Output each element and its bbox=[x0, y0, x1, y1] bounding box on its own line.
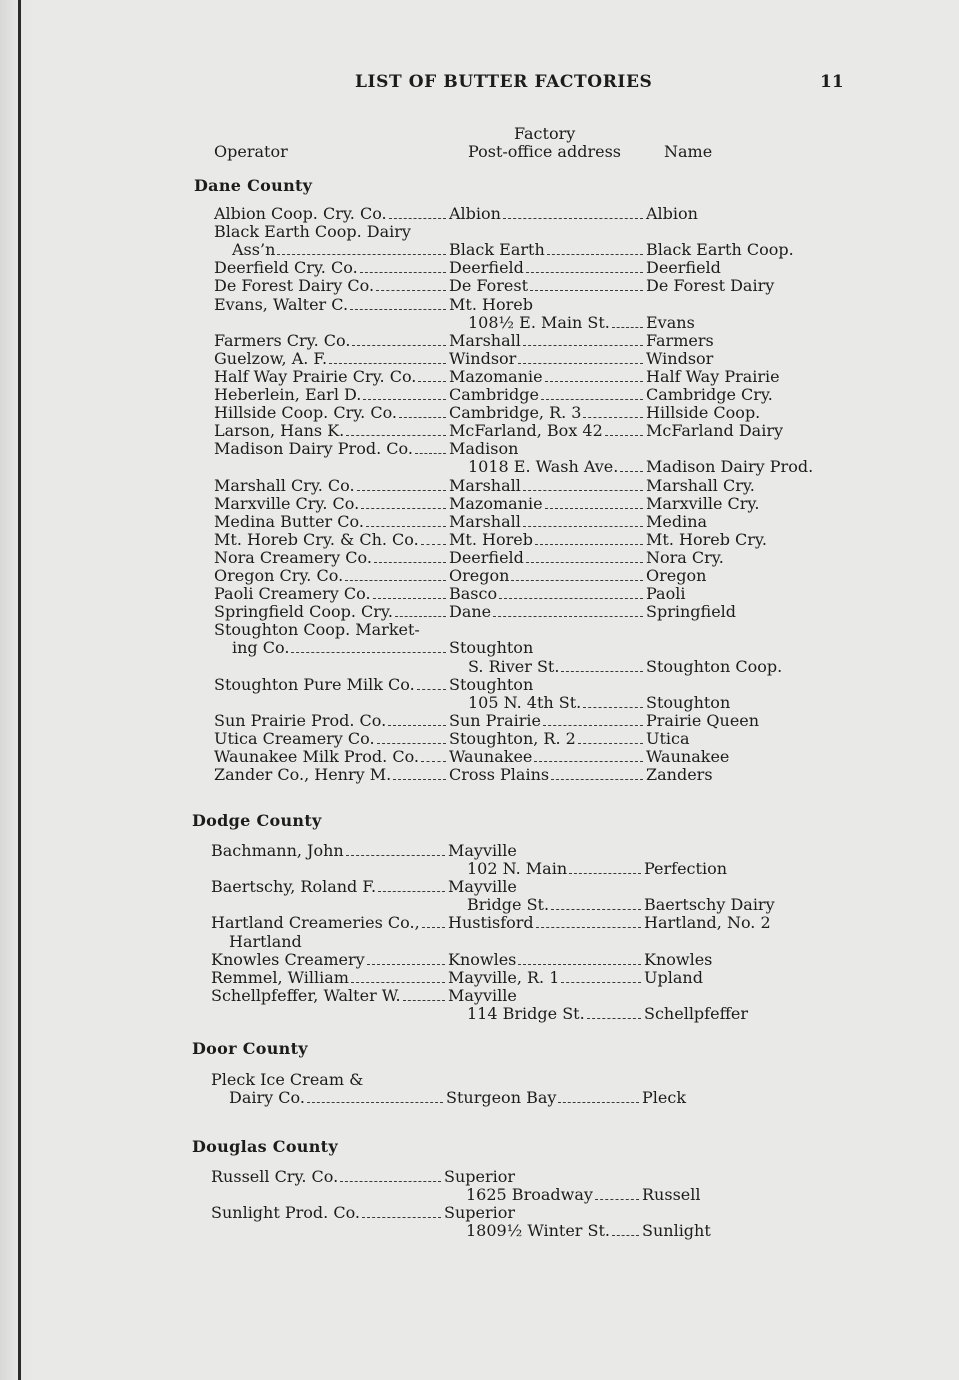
post-office-cell: Mayville bbox=[448, 841, 517, 860]
table-row bbox=[0, 730, 959, 748]
factory-name-cell: Pleck bbox=[642, 1088, 687, 1108]
table-row bbox=[0, 1071, 959, 1089]
factory-name-cell: Mt. Horeb Cry. bbox=[646, 529, 767, 549]
dot-leader bbox=[393, 766, 446, 780]
dot-leader bbox=[499, 585, 643, 599]
dot-leader bbox=[307, 1089, 443, 1103]
dot-leader bbox=[583, 404, 643, 418]
factory-name-cell: Marshall Cry. bbox=[646, 475, 755, 495]
table-row bbox=[0, 1089, 959, 1107]
operator-cell: Guelzow, A. F. bbox=[214, 348, 328, 368]
post-office-cell: Deerfield bbox=[449, 547, 524, 567]
dot-leader bbox=[352, 332, 446, 346]
table-row bbox=[0, 842, 959, 860]
factory-name-cell: De Forest Dairy bbox=[646, 276, 775, 296]
post-office-cell: Mayville bbox=[448, 877, 517, 897]
operator-cell: Nora Creamery Co. bbox=[214, 547, 372, 567]
table-row bbox=[0, 495, 959, 513]
factory-name-cell: Hillside Coop. bbox=[646, 403, 761, 423]
table-row bbox=[0, 860, 959, 878]
dot-leader bbox=[361, 495, 446, 509]
dot-leader bbox=[541, 386, 643, 400]
operator-cell: Knowles Creamery bbox=[211, 949, 365, 969]
operator-cell: Hartland Creameries Co., bbox=[211, 913, 420, 933]
post-office-cell: Stoughton bbox=[449, 638, 534, 658]
table-row bbox=[0, 386, 959, 404]
table-row bbox=[0, 712, 959, 730]
factory-name-cell: Upland bbox=[644, 967, 703, 987]
factory-name-cell: Russell bbox=[642, 1185, 701, 1205]
dot-leader bbox=[421, 531, 446, 545]
dot-leader bbox=[605, 422, 643, 436]
post-office-cell: Marshall bbox=[449, 330, 521, 350]
column-header-factory: Factory bbox=[514, 124, 576, 143]
dot-leader bbox=[523, 477, 643, 491]
dot-leader bbox=[547, 241, 643, 255]
post-office-cell: 1809½ Winter St. bbox=[466, 1221, 611, 1241]
post-office-cell: Sun Prairie bbox=[449, 710, 541, 730]
post-office-cell: Cambridge bbox=[449, 385, 539, 404]
dot-leader bbox=[558, 1089, 639, 1103]
table-row bbox=[0, 368, 959, 386]
factory-name-cell: Schellpfeffer bbox=[644, 1003, 749, 1023]
post-office-cell: Windsor bbox=[449, 348, 517, 368]
dot-leader bbox=[346, 422, 446, 436]
dot-leader bbox=[415, 440, 446, 454]
operator-cell: De Forest Dairy Co. bbox=[214, 276, 375, 296]
factory-name-cell: Farmers bbox=[646, 330, 714, 350]
dot-leader bbox=[374, 549, 446, 563]
county-heading: Douglas County bbox=[192, 1137, 338, 1156]
table-row bbox=[0, 277, 959, 295]
post-office-cell: Marshall bbox=[449, 475, 521, 495]
column-header-name: Name bbox=[664, 142, 713, 161]
dot-leader bbox=[545, 495, 643, 509]
dot-leader bbox=[395, 603, 446, 617]
operator-cell: Springfield Coop. Cry. bbox=[214, 602, 393, 622]
dot-leader bbox=[526, 259, 643, 273]
factory-name-cell: Cambridge Cry. bbox=[646, 385, 773, 404]
dot-leader bbox=[535, 531, 643, 545]
dot-leader bbox=[561, 658, 643, 672]
post-office-cell: Cross Plains bbox=[449, 765, 550, 785]
operator-cell: Dairy Co. bbox=[229, 1088, 305, 1108]
factory-name-cell: Half Way Prairie bbox=[646, 366, 780, 386]
post-office-cell: Knowles bbox=[448, 949, 517, 969]
operator-cell: Russell Cry. Co. bbox=[211, 1167, 339, 1186]
dot-leader bbox=[357, 477, 446, 491]
post-office-cell: Mt. Horeb bbox=[449, 294, 533, 314]
operator-cell: Utica Creamery Co. bbox=[214, 728, 375, 748]
table-row bbox=[0, 458, 959, 476]
post-office-cell: Hustisford bbox=[448, 913, 534, 933]
table-row bbox=[0, 223, 959, 241]
post-office-cell: Stoughton, R. 2 bbox=[449, 728, 576, 748]
post-office-cell: Oregon bbox=[449, 566, 510, 585]
factory-name-cell: Madison Dairy Prod. bbox=[646, 457, 814, 477]
county-heading: Dodge County bbox=[192, 811, 322, 830]
dot-leader bbox=[376, 277, 446, 291]
post-office-cell: Stoughton bbox=[449, 674, 534, 694]
dot-leader bbox=[518, 350, 643, 364]
operator-cell: Hillside Coop. Cry. Co. bbox=[214, 403, 398, 423]
factory-name-cell: Deerfield bbox=[646, 258, 721, 278]
dot-leader bbox=[329, 350, 446, 364]
operator-cell: Ass’n bbox=[232, 240, 276, 260]
factory-name-cell: Marxville Cry. bbox=[646, 493, 760, 513]
dot-leader bbox=[523, 332, 643, 346]
dot-leader bbox=[526, 549, 643, 563]
post-office-cell: Mayville bbox=[448, 985, 517, 1005]
dot-leader bbox=[587, 1005, 641, 1019]
dot-leader bbox=[291, 639, 446, 653]
table-row bbox=[0, 350, 959, 368]
factory-name-cell: Zanders bbox=[646, 765, 713, 785]
post-office-cell: Superior bbox=[444, 1203, 516, 1223]
dot-leader bbox=[340, 1168, 441, 1182]
table-row bbox=[0, 549, 959, 567]
table-row bbox=[0, 969, 959, 987]
dot-leader bbox=[493, 603, 643, 617]
factory-name-cell: Stoughton Coop. bbox=[646, 656, 783, 676]
dot-leader bbox=[363, 386, 446, 400]
operator-cell: Stoughton Coop. Market- bbox=[214, 620, 420, 640]
operator-cell: Medina Butter Co. bbox=[214, 511, 364, 531]
operator-cell: Half Way Prairie Cry. Co. bbox=[214, 366, 417, 386]
factory-name-cell: Utica bbox=[646, 728, 690, 748]
operator-cell: Zander Co., Henry M. bbox=[214, 765, 392, 785]
table-row bbox=[0, 1186, 959, 1204]
dot-leader bbox=[350, 296, 446, 310]
factory-name-cell: Stoughton bbox=[646, 692, 731, 712]
factory-name-cell: Sunlight bbox=[642, 1221, 711, 1241]
dot-leader bbox=[612, 314, 643, 328]
table-row bbox=[0, 440, 959, 458]
post-office-cell: Marshall bbox=[449, 511, 521, 531]
dot-leader bbox=[403, 987, 445, 1001]
dot-leader bbox=[421, 748, 446, 762]
dot-leader bbox=[417, 676, 446, 690]
factory-name-cell: Oregon bbox=[646, 566, 707, 585]
operator-cell: Baertschy, Roland F. bbox=[211, 877, 377, 897]
factory-name-cell: Windsor bbox=[646, 348, 714, 368]
dot-leader bbox=[523, 513, 643, 527]
operator-cell: Oregon Cry. Co. bbox=[214, 566, 344, 585]
dot-leader bbox=[345, 567, 446, 581]
dot-leader bbox=[351, 969, 445, 983]
operator-cell: Bachmann, John bbox=[211, 841, 344, 860]
factory-name-cell: Springfield bbox=[646, 602, 737, 622]
operator-cell: Sun Prairie Prod. Co. bbox=[214, 710, 387, 730]
dot-leader bbox=[518, 951, 641, 965]
table-row bbox=[0, 332, 959, 350]
operator-cell: Black Earth Coop. Dairy bbox=[214, 222, 411, 242]
dot-leader bbox=[360, 259, 446, 273]
table-row bbox=[0, 1005, 959, 1023]
column-header-post-office: Post-office address bbox=[468, 142, 621, 161]
post-office-cell: 1625 Broadway bbox=[466, 1185, 593, 1205]
dot-leader bbox=[551, 896, 641, 910]
dot-leader bbox=[418, 368, 446, 382]
operator-cell: Farmers Cry. Co. bbox=[214, 330, 351, 350]
post-office-cell: Basco bbox=[449, 584, 498, 604]
dot-leader bbox=[534, 748, 643, 762]
post-office-cell: 1018 E. Wash Ave. bbox=[468, 457, 619, 477]
operator-cell: Schellpfeffer, Walter W. bbox=[211, 985, 401, 1005]
post-office-cell: Mazomanie bbox=[449, 366, 543, 386]
dot-leader bbox=[422, 914, 445, 928]
table-row bbox=[0, 241, 959, 259]
table-row bbox=[0, 1204, 959, 1222]
dot-leader bbox=[367, 951, 445, 965]
post-office-cell: Cambridge, R. 3 bbox=[449, 403, 582, 423]
dot-leader bbox=[399, 404, 446, 418]
dot-leader bbox=[277, 241, 446, 255]
operator-cell: Heberlein, Earl D. bbox=[214, 385, 362, 404]
factory-name-cell: Paoli bbox=[646, 584, 686, 604]
dot-leader bbox=[511, 567, 643, 581]
dot-leader bbox=[620, 458, 643, 472]
factory-name-cell: Baertschy Dairy bbox=[644, 895, 775, 915]
operator-cell: Pleck Ice Cream & bbox=[211, 1070, 364, 1089]
table-row bbox=[0, 259, 959, 277]
dot-leader bbox=[551, 766, 643, 780]
table-row bbox=[0, 987, 959, 1005]
post-office-cell: Mayville, R. 1 bbox=[448, 967, 560, 987]
operator-cell: Marshall Cry. Co. bbox=[214, 475, 355, 495]
post-office-cell: Mazomanie bbox=[449, 493, 543, 513]
post-office-cell: Albion bbox=[449, 204, 501, 223]
post-office-cell: S. River St. bbox=[468, 656, 560, 676]
operator-cell: Marxville Cry. Co. bbox=[214, 493, 360, 513]
table-row bbox=[0, 1168, 959, 1186]
factory-name-cell: Waunakee bbox=[646, 747, 730, 766]
dot-leader bbox=[595, 1186, 639, 1200]
factory-name-cell: Nora Cry. bbox=[646, 547, 724, 567]
dot-leader bbox=[388, 712, 446, 726]
dot-leader bbox=[362, 1204, 441, 1218]
operator-cell: Madison Dairy Prod. Co. bbox=[214, 439, 413, 459]
table-row bbox=[0, 477, 959, 495]
dot-leader bbox=[377, 730, 446, 744]
operator-cell: Paoli Creamery Co. bbox=[214, 584, 371, 604]
post-office-cell: Dane bbox=[449, 602, 492, 622]
operator-cell: Mt. Horeb Cry. & Ch. Co. bbox=[214, 529, 419, 549]
factory-name-cell: Hartland, No. 2 bbox=[644, 913, 771, 933]
post-office-cell: 114 Bridge St. bbox=[467, 1003, 585, 1023]
factory-name-cell: Albion bbox=[646, 204, 698, 223]
dot-leader bbox=[530, 277, 643, 291]
running-title: LIST OF BUTTER FACTORIES bbox=[355, 72, 653, 92]
factory-name-cell: Prairie Queen bbox=[646, 710, 760, 730]
table-row bbox=[0, 567, 959, 585]
page-number: 11 bbox=[820, 72, 844, 92]
post-office-cell: Superior bbox=[444, 1167, 516, 1186]
factory-name-cell: Evans bbox=[646, 312, 695, 332]
table-row bbox=[0, 531, 959, 549]
table-row bbox=[0, 639, 959, 657]
table-row bbox=[0, 296, 959, 314]
table-row bbox=[0, 676, 959, 694]
table-row bbox=[0, 422, 959, 440]
operator-cell: Evans, Walter C. bbox=[214, 294, 349, 314]
operator-cell: Sunlight Prod. Co. bbox=[211, 1203, 361, 1223]
operator-cell: Larson, Hans K. bbox=[214, 421, 345, 441]
post-office-cell: Mt. Horeb bbox=[449, 529, 533, 549]
table-row bbox=[0, 404, 959, 422]
dot-leader bbox=[569, 860, 641, 874]
dot-leader bbox=[561, 969, 641, 983]
dot-leader bbox=[578, 730, 643, 744]
operator-cell: Remmel, William bbox=[211, 967, 349, 987]
post-office-cell: Black Earth bbox=[449, 240, 545, 260]
operator-cell: Waunakee Milk Prod. Co. bbox=[214, 747, 419, 766]
factory-name-cell: Medina bbox=[646, 511, 708, 531]
factory-name-cell: Black Earth Coop. bbox=[646, 240, 794, 260]
dot-leader bbox=[583, 694, 643, 708]
table-row bbox=[0, 621, 959, 639]
table-row bbox=[0, 658, 959, 676]
dot-leader bbox=[612, 1222, 639, 1236]
dot-leader bbox=[545, 368, 643, 382]
dot-leader bbox=[536, 914, 641, 928]
post-office-cell: Sturgeon Bay bbox=[446, 1088, 557, 1108]
post-office-cell: Waunakee bbox=[449, 747, 533, 766]
table-row bbox=[0, 694, 959, 712]
post-office-cell: 108½ E. Main St. bbox=[468, 312, 610, 332]
dot-leader bbox=[366, 513, 446, 527]
post-office-cell: Madison bbox=[449, 439, 519, 459]
post-office-cell: McFarland, Box 42 bbox=[449, 421, 603, 441]
dot-leader bbox=[373, 585, 446, 599]
table-row bbox=[0, 513, 959, 531]
dot-leader bbox=[389, 205, 446, 219]
table-row bbox=[0, 1222, 959, 1240]
county-heading: Door County bbox=[192, 1039, 308, 1058]
operator-cell: Deerfield Cry. Co. bbox=[214, 258, 358, 278]
post-office-cell: 105 N. 4th St. bbox=[468, 692, 582, 712]
operator-cell: Stoughton Pure Milk Co. bbox=[214, 674, 415, 694]
county-heading: Dane County bbox=[194, 176, 313, 195]
table-row bbox=[0, 878, 959, 896]
post-office-cell: Deerfield bbox=[449, 258, 524, 278]
factory-name-cell: Perfection bbox=[644, 859, 727, 879]
dot-leader bbox=[378, 878, 445, 892]
table-row bbox=[0, 603, 959, 621]
table-row bbox=[0, 205, 959, 223]
post-office-cell: 102 N. Main bbox=[467, 859, 568, 879]
table-row bbox=[0, 933, 959, 951]
table-row bbox=[0, 766, 959, 784]
dot-leader bbox=[503, 205, 643, 219]
dot-leader bbox=[543, 712, 643, 726]
operator-cell: ing Co. bbox=[232, 638, 290, 658]
table-row bbox=[0, 914, 959, 932]
table-row bbox=[0, 951, 959, 969]
table-row bbox=[0, 896, 959, 914]
factory-name-cell: Knowles bbox=[644, 949, 713, 969]
operator-cell: Albion Coop. Cry. Co. bbox=[214, 204, 387, 223]
table-row bbox=[0, 748, 959, 766]
dot-leader bbox=[346, 842, 445, 856]
factory-name-cell: McFarland Dairy bbox=[646, 421, 784, 441]
column-header-operator: Operator bbox=[214, 142, 288, 161]
post-office-cell: Bridge St. bbox=[467, 895, 550, 915]
post-office-cell: De Forest bbox=[449, 276, 528, 296]
operator-cell: Hartland bbox=[229, 931, 302, 951]
table-row bbox=[0, 314, 959, 332]
table-row bbox=[0, 585, 959, 603]
